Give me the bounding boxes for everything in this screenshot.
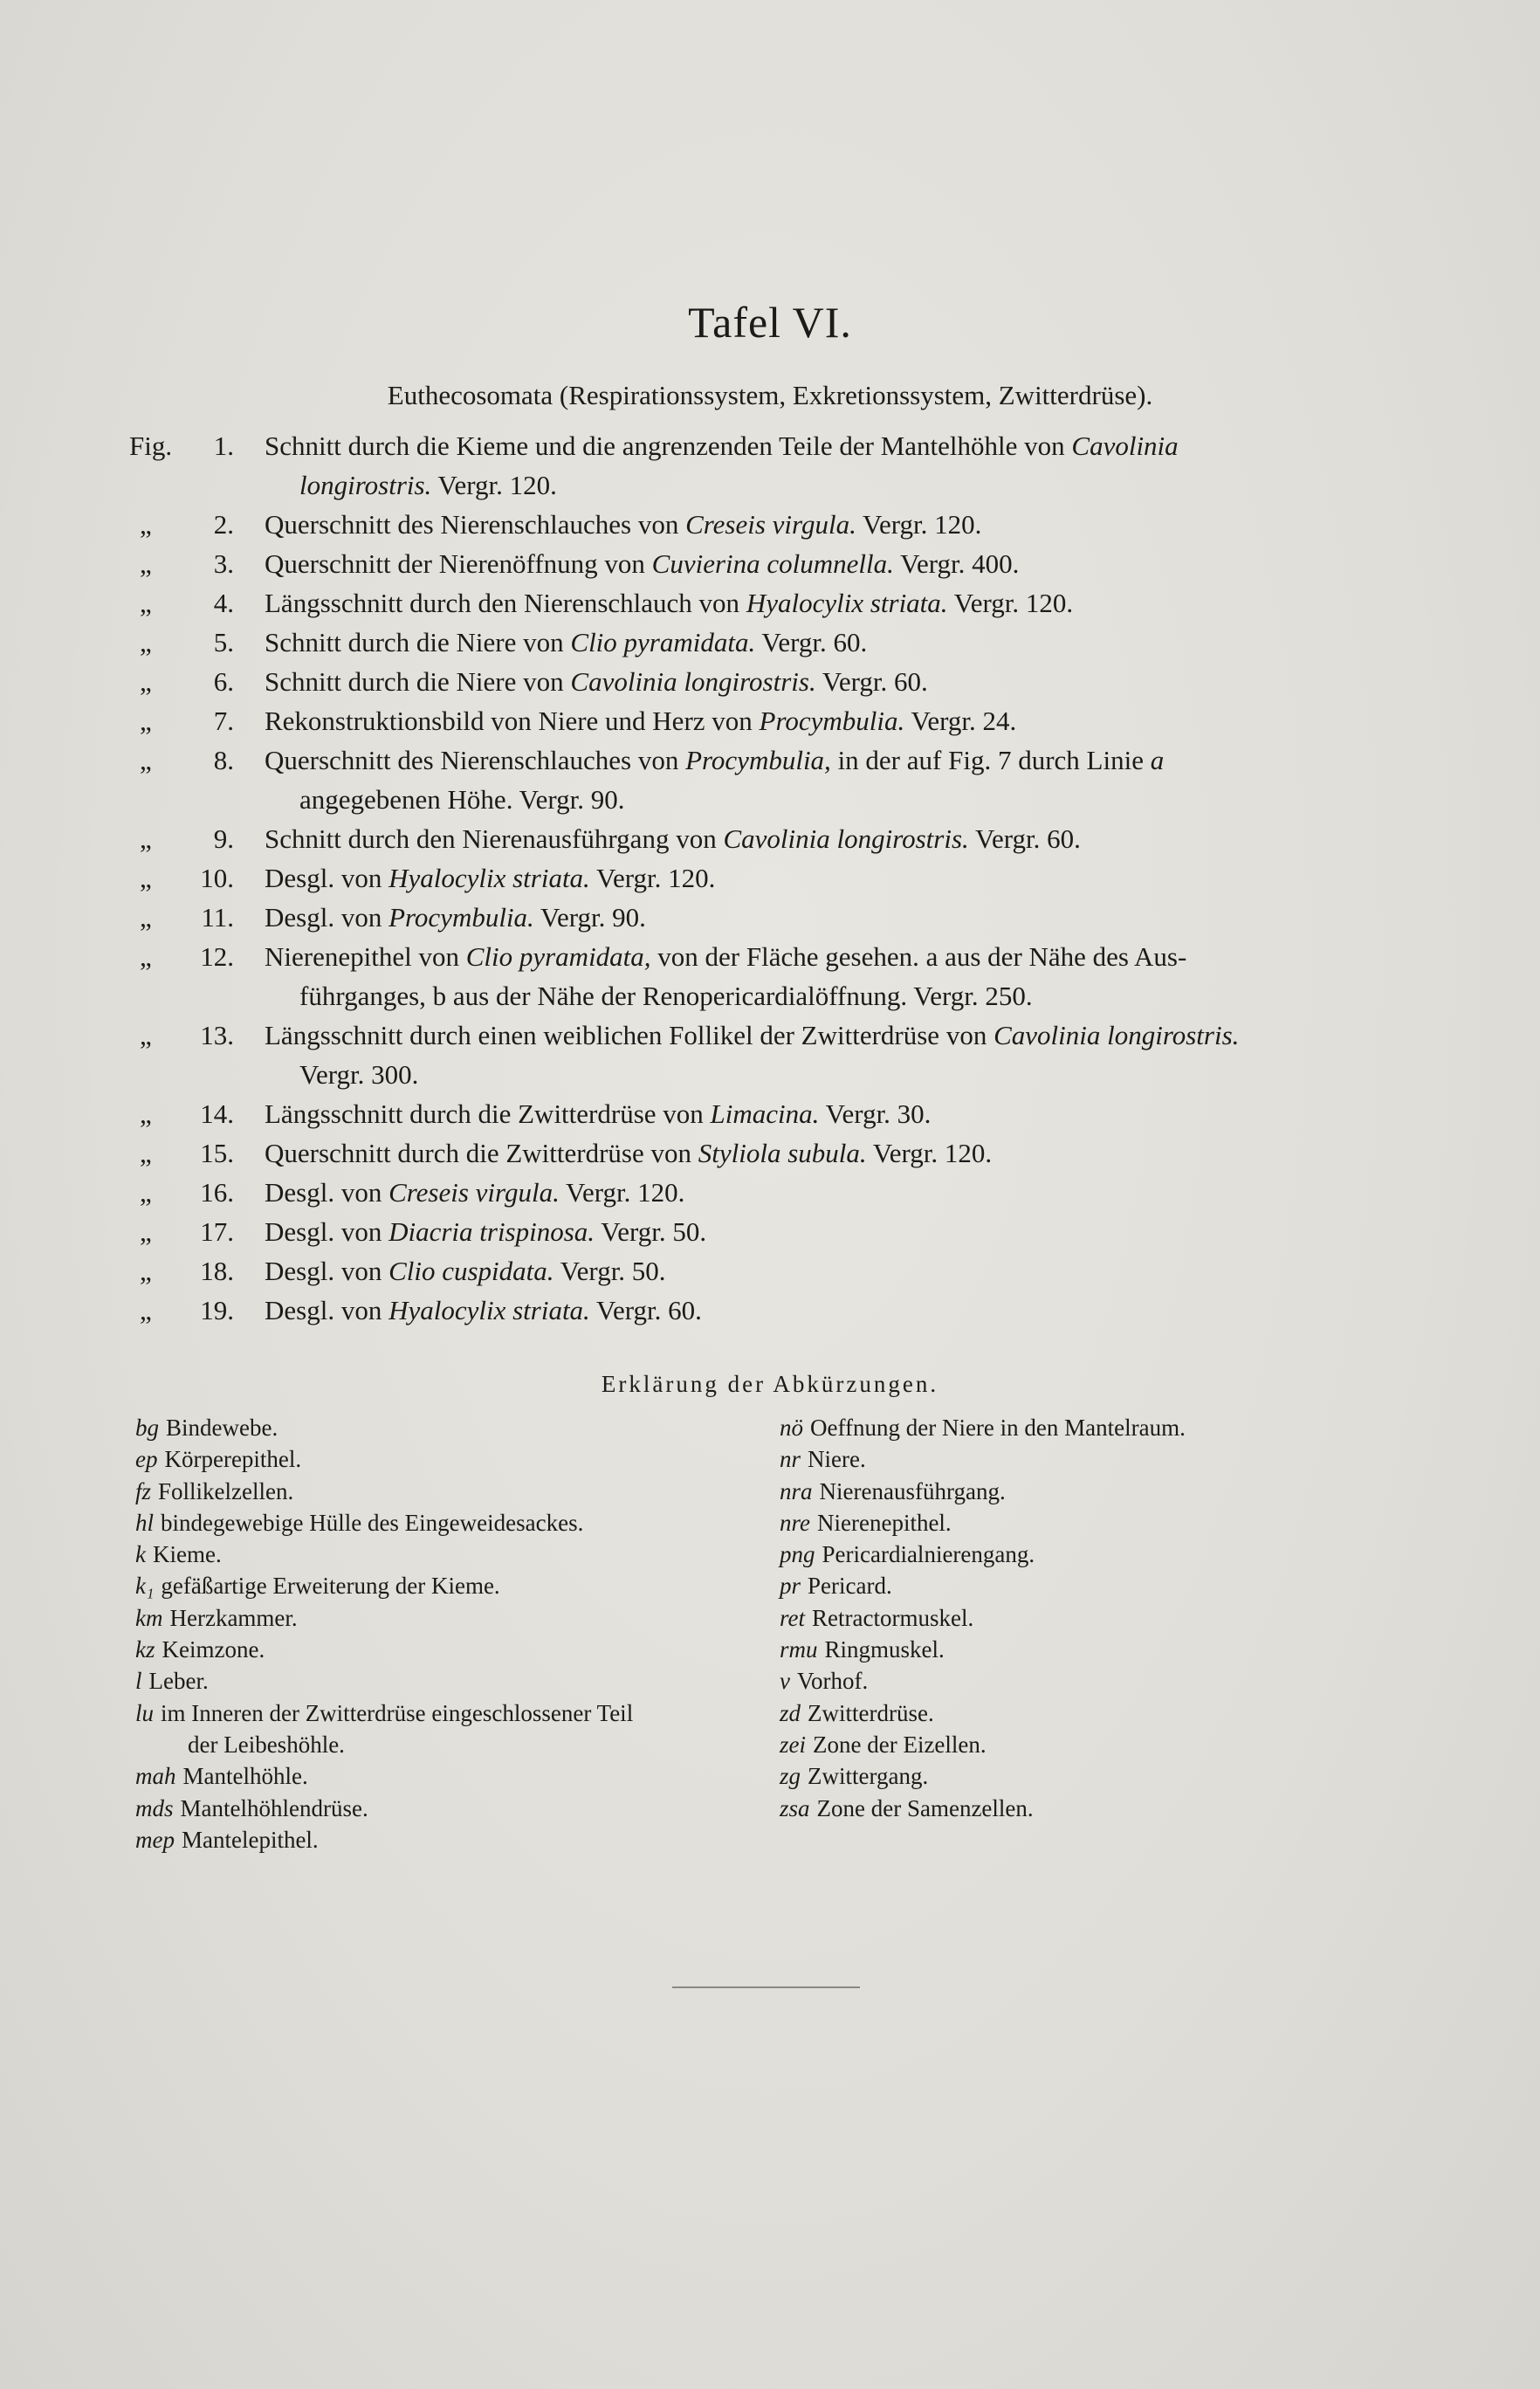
caption-text: Schnitt durch die Niere von (265, 666, 571, 697)
species-name: Cavolinia (1071, 430, 1179, 461)
figure-mark: „ (140, 863, 152, 893)
abbreviation-key: zg (780, 1763, 801, 1790)
species-name: Cuvierina columnella. (651, 548, 894, 579)
caption-text: Vergr. 30. (819, 1098, 932, 1129)
caption-text: Vergr. 60. (755, 627, 868, 657)
figure-list (129, 426, 1404, 1330)
figure-mark: „ (140, 588, 152, 618)
caption-text: Längsschnitt durch einen weiblichen Follikel der Zwitterdrüse von (265, 1020, 994, 1050)
abbreviation-key: pr (780, 1573, 801, 1600)
species-name: Procymbulia. (388, 902, 534, 933)
abbreviation-key: png (780, 1541, 815, 1568)
figure-number: 19. (200, 1295, 234, 1325)
species-name: Clio pyramidata. (570, 627, 756, 657)
figure-entry (129, 505, 1404, 544)
abbreviation-entry (780, 1793, 1391, 1824)
figure-entry (129, 544, 1404, 583)
abbreviation-meaning: Mantelhöhle. (182, 1763, 308, 1790)
species-name: Styliola subula. (698, 1138, 867, 1168)
abbreviation-entry (780, 1412, 1391, 1443)
figure-mark: „ (140, 706, 152, 736)
abbreviation-entry (135, 1793, 764, 1824)
caption-letter: a (1150, 745, 1165, 775)
figure-caption (265, 583, 1404, 623)
caption-text: von der Fläche gesehen. a aus der Nähe des Aus- (650, 941, 1187, 972)
figure-mark: „ (140, 1177, 152, 1208)
abbreviation-key: k (135, 1541, 146, 1568)
abbreviation-key: bg (135, 1415, 159, 1441)
figure-caption (265, 1015, 1404, 1094)
abbreviation-continuation: der Leibeshöhle. (188, 1731, 345, 1758)
figure-caption (265, 1133, 1404, 1173)
figure-caption (265, 937, 1404, 1015)
caption-text: Vergr. 50. (595, 1216, 707, 1247)
figure-caption (265, 505, 1404, 544)
abbreviation-meaning: Oeffnung der Niere in den Mantelraum. (810, 1415, 1186, 1441)
abbreviations-left-column (135, 1412, 764, 1855)
abbreviation-key: hl (135, 1509, 155, 1536)
figure-entry (129, 858, 1404, 898)
abbreviation-key: zd (780, 1699, 801, 1726)
abbreviation-key: v (780, 1668, 790, 1695)
abbreviation-meaning: Bindewebe. (166, 1415, 278, 1441)
abbreviation-key: km (135, 1604, 163, 1631)
abbreviation-meaning: Nierenausführgang. (819, 1477, 1006, 1504)
abbreviation-entry (135, 1602, 764, 1634)
figure-number: 9. (213, 823, 234, 854)
species-name: Procymbulia, (685, 745, 831, 775)
species-name: Cavolinia longirostris. (570, 666, 816, 697)
caption-text: Querschnitt durch die Zwitterdrüse von (265, 1138, 698, 1168)
species-name: Cavolinia longirostris. (993, 1020, 1240, 1050)
abbreviation-key: k₁ (135, 1573, 155, 1600)
abbreviation-meaning: Körperepithel. (164, 1446, 302, 1473)
figure-mark: „ (140, 627, 152, 657)
figure-entry (129, 1015, 1404, 1094)
figure-caption (265, 426, 1404, 505)
species-name: Diacria trispinosa. (388, 1216, 595, 1247)
caption-text: Vergr. 60. (968, 823, 1081, 854)
caption-text: Vergr. 120. (856, 509, 982, 540)
abbreviation-entry (780, 1539, 1391, 1570)
abbreviation-meaning: Niere. (808, 1446, 866, 1473)
page-subtitle: Euthecosomata (Respirationssystem, Exkretionssystem, Zwitterdrüse). (387, 380, 1153, 410)
abbreviation-key: nra (780, 1477, 813, 1504)
abbreviation-entry (780, 1507, 1391, 1539)
figure-mark: „ (140, 745, 152, 775)
caption-text: Desgl. von (265, 1295, 389, 1325)
abbreviation-entry (135, 1476, 764, 1507)
abbreviation-meaning: Follikelzellen. (158, 1477, 294, 1504)
caption-text: Vergr. 60. (815, 666, 928, 697)
species-name: Creseis virgula. (685, 509, 856, 540)
abbreviation-meaning: Keimzone. (162, 1636, 265, 1663)
figure-entry (129, 583, 1404, 623)
abbreviation-entry (780, 1634, 1391, 1665)
caption-text: Desgl. von (265, 1216, 389, 1247)
figure-caption (265, 819, 1404, 858)
page-title: Tafel VI. (688, 298, 852, 347)
abbreviation-meaning: Herzkammer. (169, 1604, 298, 1631)
figure-entry (129, 662, 1404, 701)
caption-text: angegebenen Höhe. Vergr. 90. (299, 784, 625, 815)
figure-number: 5. (213, 627, 234, 657)
abbreviation-key: nre (780, 1509, 810, 1536)
species-name: Hyalocylix striata. (388, 1295, 590, 1325)
abbreviation-key: ep (135, 1446, 158, 1473)
figure-caption (265, 1251, 1404, 1291)
caption-text: Vergr. 24. (904, 706, 1017, 736)
abbreviation-key: rmu (780, 1636, 818, 1663)
species-name: Procymbulia. (759, 706, 905, 736)
abbreviation-entry (135, 1665, 764, 1697)
figure-caption (265, 1212, 1404, 1251)
figure-entry (129, 623, 1404, 662)
figure-mark: „ (140, 823, 152, 854)
abbreviation-meaning: Kieme. (152, 1541, 222, 1568)
abbreviation-meaning: gefäßartige Erweiterung der Kieme. (161, 1573, 500, 1600)
abbreviation-entry (135, 1507, 764, 1539)
abbreviation-meaning: Pericard. (808, 1573, 892, 1600)
figure-number: 15. (200, 1138, 234, 1168)
abbreviation-key: l (135, 1668, 142, 1695)
caption-text: Vergr. 120. (559, 1177, 685, 1208)
figure-mark: „ (140, 1138, 152, 1168)
figure-caption (265, 701, 1404, 740)
figure-number: 16. (200, 1177, 234, 1208)
abbreviation-meaning: bindegewebige Hülle des Eingeweidesackes. (161, 1509, 584, 1536)
abbreviation-meaning: Zwittergang. (808, 1763, 929, 1790)
abbreviation-entry (780, 1476, 1391, 1507)
caption-text: Vergr. 120. (866, 1138, 993, 1168)
caption-continuation (265, 465, 1404, 505)
abbreviation-key: mds (135, 1794, 174, 1821)
abbreviation-meaning: im Inneren der Zwitterdrüse eingeschlossener Teil (161, 1699, 634, 1726)
species-name: Limacina. (710, 1098, 820, 1129)
figure-number: 13. (200, 1020, 234, 1050)
figure-entry (129, 1133, 1404, 1173)
caption-text: Schnitt durch die Kieme und die angrenzenden Teile der Mantelhöhle von (265, 430, 1072, 461)
caption-text: Desgl. von (265, 1256, 389, 1286)
abbreviation-entry (135, 1697, 764, 1761)
caption-continuation (265, 1055, 1404, 1094)
abbreviation-key: nr (780, 1446, 801, 1473)
species-name: Hyalocylix striata. (388, 863, 590, 893)
caption-text: Vergr. 90. (533, 902, 646, 933)
caption-text: Vergr. 50. (553, 1256, 666, 1286)
abbreviation-entry (135, 1824, 764, 1855)
abbreviation-entry (780, 1602, 1391, 1634)
abbreviation-key: mep (135, 1826, 175, 1853)
caption-text: Längsschnitt durch die Zwitterdrüse von (265, 1098, 711, 1129)
figure-number: 11. (201, 902, 234, 933)
figure-entry (129, 937, 1404, 1015)
species-name: Hyalocylix striata. (746, 588, 948, 618)
species-name: longirostris. (299, 470, 432, 500)
figure-entry (129, 1251, 1404, 1291)
figure-number: 4. (213, 588, 234, 618)
abbreviation-key: zsa (780, 1794, 810, 1821)
caption-text: Rekonstruktionsbild von Niere und Herz von (265, 706, 760, 736)
divider (672, 1986, 860, 1988)
abbreviation-meaning: Mantelepithel. (181, 1826, 319, 1853)
caption-text: Schnitt durch den Nierenausführgang von (265, 823, 724, 854)
caption-text: Vergr. 120. (589, 863, 716, 893)
figure-mark: „ (140, 548, 152, 579)
figure-entry (129, 1094, 1404, 1133)
figure-number: 6. (213, 666, 234, 697)
figure-number: 2. (213, 509, 234, 540)
abbreviations-right-column (780, 1412, 1391, 1824)
abbreviation-entry (135, 1570, 764, 1601)
figure-number: 10. (200, 863, 234, 893)
abbreviation-entry (780, 1760, 1391, 1792)
figure-number: 17. (200, 1216, 234, 1247)
caption-text: Vergr. 120. (947, 588, 1074, 618)
species-name: Creseis virgula. (388, 1177, 560, 1208)
figure-number: 7. (213, 706, 234, 736)
abbreviation-key: ret (780, 1604, 805, 1631)
figure-mark: „ (140, 509, 152, 540)
abbreviation-key: fz (135, 1477, 152, 1504)
figure-mark: „ (140, 1020, 152, 1050)
caption-text: führganges, b aus der Nähe der Renopericardialöffnung. Vergr. 250. (299, 981, 1033, 1011)
figure-number: 14. (200, 1098, 234, 1129)
species-name: Cavolinia longirostris. (723, 823, 969, 854)
figure-mark: Fig. (129, 430, 173, 461)
abbreviation-meaning: Pericardialnierengang. (822, 1541, 1035, 1568)
caption-continuation (265, 780, 1404, 819)
abbreviation-meaning: Nierenepithel. (817, 1509, 952, 1536)
figure-entry (129, 1291, 1404, 1330)
caption-text: Längsschnitt durch den Nierenschlauch von (265, 588, 746, 618)
figure-caption (265, 623, 1404, 662)
abbreviation-entry (780, 1729, 1391, 1760)
abbreviation-entry (780, 1570, 1391, 1601)
figure-entry (129, 819, 1404, 858)
caption-text: Desgl. von (265, 902, 389, 933)
figure-caption (265, 662, 1404, 701)
abbreviation-key: kz (135, 1636, 155, 1663)
abbreviation-meaning: Zone der Samenzellen. (816, 1794, 1034, 1821)
figure-mark: „ (140, 1256, 152, 1286)
figure-entry (129, 701, 1404, 740)
figure-mark: „ (140, 1216, 152, 1247)
abbreviation-key: mah (135, 1763, 176, 1790)
caption-continuation (265, 976, 1404, 1015)
figure-mark: „ (140, 1098, 152, 1129)
caption-text: Querschnitt der Nierenöffnung von (265, 548, 652, 579)
figure-entry (129, 426, 1404, 505)
figure-mark: „ (140, 941, 152, 972)
caption-text: Querschnitt des Nierenschlauches von (265, 745, 686, 775)
abbreviation-entry (135, 1760, 764, 1792)
figure-number: 12. (200, 941, 234, 972)
figure-number: 3. (213, 548, 234, 579)
abbreviation-key: nö (780, 1415, 803, 1441)
figure-caption (265, 740, 1404, 819)
abbreviation-meaning: Ringmuskel. (824, 1636, 945, 1663)
figure-caption (265, 858, 1404, 898)
caption-text: Desgl. von (265, 863, 389, 893)
figure-entry (129, 1173, 1404, 1212)
abbreviation-key: lu (135, 1699, 155, 1726)
abbreviation-entry (135, 1634, 764, 1665)
figure-caption (265, 1173, 1404, 1212)
figure-number: 8. (213, 745, 234, 775)
figure-mark: „ (140, 1295, 152, 1325)
figure-caption (265, 1291, 1404, 1330)
abbreviation-entry (135, 1412, 764, 1443)
figure-entry (129, 740, 1404, 819)
figure-entry (129, 1212, 1404, 1251)
species-name: Clio cuspidata. (388, 1256, 554, 1286)
abbreviation-meaning: Retractormuskel. (812, 1604, 974, 1631)
abbreviation-meaning: Zwitterdrüse. (808, 1699, 934, 1726)
caption-text: Vergr. 400. (893, 548, 1020, 579)
figure-caption (265, 544, 1404, 583)
caption-text: Nierenepithel von (265, 941, 466, 972)
figure-caption (265, 1094, 1404, 1133)
figure-caption (265, 898, 1404, 937)
abbreviation-entry (780, 1443, 1391, 1475)
abbreviation-entry (135, 1539, 764, 1570)
figure-number: 18. (200, 1256, 234, 1286)
caption-text: Querschnitt des Nierenschlauches von (265, 509, 686, 540)
caption-text: in der auf Fig. 7 durch Linie (830, 745, 1151, 775)
caption-text: Desgl. von (265, 1177, 389, 1208)
abbreviations-title: Erklärung der Abkürzungen. (601, 1371, 939, 1397)
abbreviation-entry (780, 1665, 1391, 1697)
abbreviation-key: zei (780, 1731, 806, 1758)
figure-number: 1. (213, 430, 234, 461)
figure-mark: „ (140, 902, 152, 933)
abbreviation-meaning: Leber. (148, 1668, 209, 1695)
figure-mark: „ (140, 666, 152, 697)
caption-text: Vergr. 120. (431, 470, 557, 500)
abbreviation-meaning: Zone der Eizellen. (813, 1731, 987, 1758)
species-name: Clio pyramidata, (465, 941, 651, 972)
caption-text: Schnitt durch die Niere von (265, 627, 571, 657)
caption-text: Vergr. 60. (589, 1295, 702, 1325)
caption-text: Vergr. 300. (299, 1059, 419, 1090)
abbreviation-meaning: Mantelhöhlendrüse. (180, 1794, 368, 1821)
abbreviation-entry (135, 1443, 764, 1475)
abbreviation-meaning: Vorhof. (796, 1668, 869, 1695)
abbreviation-entry (780, 1697, 1391, 1729)
figure-entry (129, 898, 1404, 937)
